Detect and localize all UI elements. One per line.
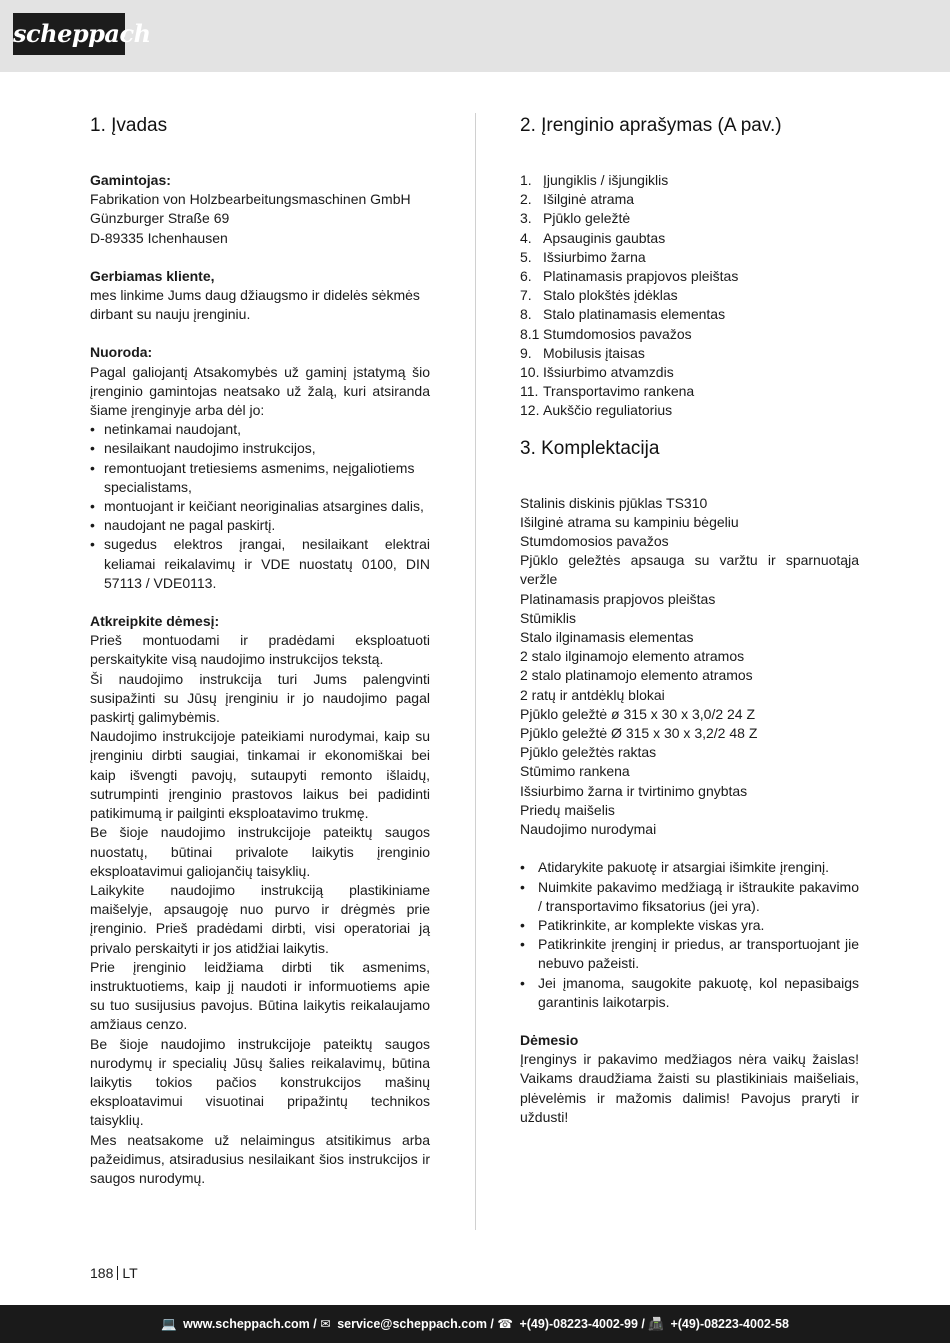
item-label: Apsauginis gaubtas — [543, 229, 666, 246]
item-number: 2. — [520, 191, 532, 208]
left-column — [90, 112, 430, 1188]
list-item — [520, 267, 859, 286]
envelope-icon: ✉ — [320, 1317, 331, 1331]
list-item — [520, 286, 859, 305]
attention-paragraph: Prieš montuodami ir pradėdami eksploatuoti perskaitykite visą naudojimo instrukcijos tekstą. — [90, 632, 430, 668]
item-number: 3. — [520, 210, 532, 227]
list-item — [520, 382, 859, 401]
caution-text: Įrenginys ir pakavimo medžiagos nėra vaikų žaislas! Vaikams draudžiama žaisti su plastikiniais maišeliais, plėvelėmis ir mažomis dalimis! Pavojus praryti ir uždusti! — [520, 1051, 859, 1125]
item-label: Išsiurbimo žarna — [543, 248, 646, 265]
device-parts-list — [520, 171, 859, 421]
manufacturer-address — [90, 190, 430, 248]
fax-icon: 📠 — [648, 1317, 664, 1331]
list-item — [520, 325, 859, 344]
item-number: 12. — [520, 402, 540, 419]
list-item: Pjūklo geležtės apsauga su varžtu ir sparnuotąja veržle — [520, 552, 859, 588]
list-item: Platinamasis prapjovos pleištas — [520, 590, 716, 607]
list-item: • sugedus elektros įrangai, nesilaikant elektrai keliamai reikalavimų ir VDE nuostatų 0100, DIN 57113 / VDE0113. — [90, 535, 430, 593]
item-label: Įjungiklis / išjungiklis — [543, 172, 669, 188]
customer-text: mes linkime Jums daug džiaugsmo ir didelės sėkmės dirbant su nauju įrenginiu. — [90, 287, 420, 323]
list-item: Stūmiklis — [520, 609, 577, 626]
item-label: Stalo plokštės įdėklas — [543, 287, 678, 304]
item-number: 10. — [520, 364, 540, 381]
list-item: Stumdomosios pavažos — [520, 533, 669, 550]
customer-heading: Gerbiamas kliente, — [90, 267, 215, 284]
footer-contact-bar — [0, 1305, 950, 1343]
list-item — [520, 363, 859, 382]
list-item: Stalinis diskinis pjūklas TS310 — [520, 494, 708, 511]
scheppach-logo: scheppach — [13, 13, 125, 55]
item-number: 7. — [520, 287, 532, 304]
note-text: Pagal galiojantį Atsakomybės už gaminį įstatymą šio įrenginio gamintojas neatsako už žalą, kuri atsiranda šiame įrenginyje arba dėl jo: — [90, 363, 430, 419]
list-item: 2 stalo platinamojo elemento atramos — [520, 667, 753, 684]
list-item: • Nuimkite pakavimo medžiagą ir ištraukite pakavimo / transportavimo fiksatorius (jei yra). — [520, 878, 859, 916]
section-title-kit: 3. Komplektacija — [520, 437, 660, 459]
list-item — [520, 171, 859, 190]
list-item: • remontuojant tretiesiems asmenims, neįgaliotiems specialistams, — [90, 459, 430, 497]
item-label: Stumdomosios pavažos — [543, 325, 692, 342]
attention-paragraph: Laikykite naudojimo instrukciją plastikiniame maišelyje, apsaugoję nuo purvo ir drėgmės prie įrenginio. Prieš pradėdami dirbti, visi operatoriai ją privalo perskaityti ir jos atidžiai laikytis. — [90, 881, 430, 956]
item-number: 1. — [520, 172, 532, 188]
list-item: Priedų maišelis — [520, 801, 615, 818]
attention-paragraph: Be šioje naudojimo instrukcijoje pateiktų saugos nurodymų ir specialių Jūsų šalies reikalavimų, būtina laikytis tokios pačios konstrukcijos mašinų eksploatavimui visuotinai pripažintų technikos taisyklių. — [90, 1035, 430, 1129]
list-item: • netinkamai naudojant, — [90, 420, 430, 439]
separator — [117, 1266, 118, 1280]
item-number: 8.1 — [520, 325, 540, 342]
list-item: 2 ratų ir antdėklų blokai — [520, 686, 665, 703]
address-line: Fabrikation von Holzbearbeitungsmaschinen GmbH — [90, 191, 411, 208]
email-link[interactable]: service@scheppach.com / — [337, 1317, 494, 1331]
right-column — [520, 112, 859, 1127]
computer-icon: 💻 — [161, 1317, 177, 1331]
note-heading: Nuoroda: — [90, 344, 153, 361]
column-divider — [475, 113, 476, 1230]
page-number-label — [90, 1264, 138, 1283]
item-label: Transportavimo rankena — [543, 383, 695, 400]
item-label: Pjūklo geležtė — [543, 210, 631, 227]
list-item: Išilginė atrama su kampiniu bėgeliu — [520, 513, 739, 530]
list-item: Stalo ilginamasis elementas — [520, 629, 694, 646]
item-label: Platinamasis prapjovos pleištas — [543, 268, 739, 285]
phone-number: +(49)-08223-4002-99 / — [519, 1317, 645, 1331]
caution-heading: Dėmesio — [520, 1031, 579, 1048]
list-item — [520, 401, 859, 420]
item-label: Stalo platinamasis elementas — [543, 306, 726, 323]
list-item: • Patikrinkite įrenginį ir priedus, ar transportuojant jie nebuvo pažeisti. — [520, 935, 859, 973]
list-item — [520, 190, 859, 209]
item-number: 6. — [520, 268, 532, 285]
fax-number: +(49)-08223-4002-58 — [670, 1317, 789, 1331]
list-item: Stūmimo rankena — [520, 763, 630, 780]
list-item — [520, 344, 859, 363]
list-item: Pjūklo geležtė ø 315 x 30 x 3,0/2 24 Z — [520, 705, 756, 722]
list-item: Pjūklo geležtė Ø 315 x 30 x 3,2/2 48 Z — [520, 725, 758, 742]
telephone-icon: ☎ — [497, 1317, 513, 1331]
list-item: • Atidarykite pakuotę ir atsargiai išimkite įrenginį. — [520, 858, 859, 877]
page-number: 188 — [90, 1265, 114, 1281]
list-item: • naudojant ne pagal paskirtį. — [90, 516, 430, 535]
kit-contents-list — [520, 494, 859, 840]
attention-paragraph: Naudojimo instrukcijoje pateikiami nurodymai, kaip su įrenginiu dirbti saugiai, tinkamai ir ekonomiškai bei kaip išvengti pavojų, sutaupyti remonto išlaidų, sutrumpinti įrenginio prastovos laikus bei padidinti patikimumą ir pailginti eksploatavimo trukmę. — [90, 728, 430, 822]
list-item: • nesilaikant naudojimo instrukcijos, — [90, 439, 430, 458]
list-item — [520, 229, 859, 248]
liability-exclusions-list — [90, 420, 430, 593]
item-number: 5. — [520, 248, 532, 265]
list-item: Naudojimo nurodymai — [520, 821, 657, 838]
item-label: Išsiurbimo atvamzdis — [543, 364, 674, 381]
list-item — [520, 305, 859, 324]
unpacking-steps-list — [520, 858, 859, 1012]
address-line: D-89335 Ichenhausen — [90, 229, 228, 246]
attention-heading: Atkreipkite dėmesį: — [90, 613, 220, 630]
section-title-description: 2. Įrenginio aprašymas (A pav.) — [520, 115, 782, 136]
section-title-introduction: 1. Įvadas — [90, 115, 168, 136]
list-item: Išsiurbimo žarna ir tvirtinimo gnybtas — [520, 782, 748, 799]
item-label: Mobilusis įtaisas — [543, 344, 645, 361]
list-item: • Patikrinkite, ar komplekte viskas yra. — [520, 916, 859, 935]
attention-paragraph: Ši naudojimo instrukcija turi Jums palengvinti susipažinti su Jūsų įrenginiu ir jo naudojimo pagal paskirtį galimybėmis. — [90, 670, 430, 726]
manufacturer-heading: Gamintojas: — [90, 172, 171, 188]
item-number: 8. — [520, 306, 532, 323]
item-number: 4. — [520, 229, 532, 246]
language-code: LT — [122, 1265, 138, 1281]
item-number: 11. — [520, 383, 539, 400]
address-line: Günzburger Straße 69 — [90, 210, 230, 227]
item-label: Išilginė atrama — [543, 191, 635, 208]
list-item — [520, 209, 859, 228]
attention-paragraph: Mes neatsakome už nelaimingus atsitikimus arba pažeidimus, atsiradusius nesilaikant šios instrukcijos ir saugos nurodymų. — [90, 1131, 430, 1186]
item-label: Aukščio reguliatorius — [543, 402, 673, 419]
item-number: 9. — [520, 344, 532, 361]
list-item: • montuojant ir keičiant neoriginalias atsargines dalis, — [90, 497, 430, 516]
attention-paragraph: Be šioje naudojimo instrukcijoje pateiktų saugos nuostatų, būtinai privalote laikytis įrenginio eksploatavimui galiojančių taisyklių. — [90, 824, 430, 879]
list-item: Pjūklo geležtės raktas — [520, 744, 657, 761]
attention-paragraph: Prie įrenginio leidžiama dirbti tik asmenims, instruktuotiems, kaip jį naudoti ir informuotiems apie su tuo susijusius pavojus. Būtina laikytis reikalaujamo amžiaus cenzo. — [90, 958, 430, 1033]
list-item: 2 stalo ilginamojo elemento atramos — [520, 648, 745, 665]
website-link[interactable]: www.scheppach.com / — [183, 1317, 317, 1331]
list-item: • Jei įmanoma, saugokite pakuotę, kol nepasibaigs garantinis laikotarpis. — [520, 974, 859, 1012]
header-bar — [0, 0, 950, 72]
list-item — [520, 248, 859, 267]
